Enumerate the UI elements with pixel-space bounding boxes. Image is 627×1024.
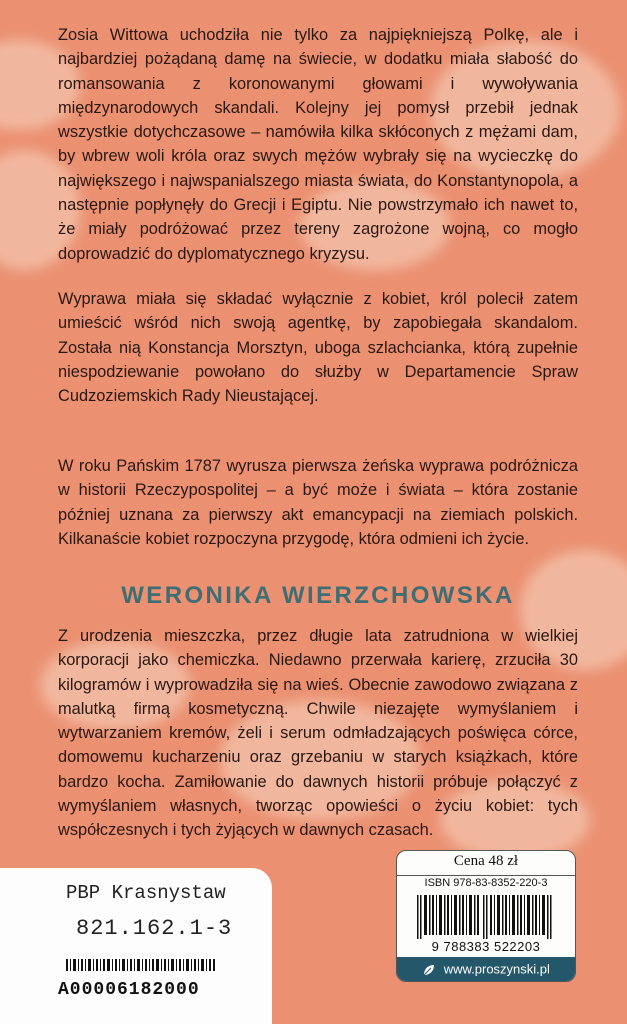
library-name: PBP Krasnystaw [66, 882, 226, 904]
isbn-barcode [417, 895, 555, 939]
author-name: WERONIKA WIERZCHOWSKA [121, 582, 515, 609]
price-label: Cena 48 zł [453, 853, 519, 869]
library-barcode [66, 959, 216, 971]
blurb-paragraph-2: Wyprawa miała się składać wyłącznie z kobiet, król polecił zatem umieścić wśród nich swoją agentkę, by zapobiegała skandalom. Została nią Konstancja Morsztyn, uboga szlachcianka, którą zupełnie niespodziewanie powołano do służby w Departamencie Spraw Cudzoziemskich Rady Nieustającej. [58, 290, 578, 406]
leaf-icon [422, 963, 436, 977]
library-sticker [0, 868, 272, 1024]
price-divider [397, 875, 575, 876]
library-classification: 821.162.1-3 [76, 916, 233, 941]
publisher-url[interactable]: www.proszynski.pl [443, 961, 550, 977]
blurb-paragraph-1: Zosia Wittowa uchodziła nie tylko za najpiękniejszą Polkę, ale i najbardziej pożądaną damę na świecie, w dodatku miała słabość do romansowania z koronowanymi głowami i wywoływania międzynarodowych skandali. Kolejny jej pomysł przebił jednak wszystkie dotychczasowe – namówiła kilka skłóconych z mężami dam, by wbrew woli króla oraz swych mężów wybrały się na wycieczkę do największego i najwspanialszego miasta świata, do Konstantynopola, a następnie popłynęły do Grecji i Egiptu. Nie powstrzymało ich nawet to, że miały podróżować przez tereny zagrożone wojną, co mogło doprowadzić do dyplomatycznego kryzysu. [58, 26, 578, 263]
publisher-bar [397, 957, 575, 981]
author-bio: Z urodzenia mieszczka, przez długie lata zatrudniona w wielkiej korporacji jako chemiczka. Niedawno przerwała karierę, zrzuciła 30 kilogramów i wyprowadziła się na wieś. Obecnie zawodowo związana z malutką firmą kosmetyczną. Chwile niezajęte wymyślaniem i wytwarzaniem kremów, żeli i serum odmładzających poświęca córce, domowemu kucharzeniu oraz grzebaniu w starych książkach, które bardzo kocha. Zamiłowanie do dawnych historii próbuje połączyć z wymyślaniem własnych, tworząc opowieści o życiu kobiet: tych współczesnych i tych żyjących w dawnych czasach. [58, 627, 578, 840]
library-inventory-number: A00006182000 [58, 980, 200, 1000]
ean-number: 9 788383 522203 [431, 939, 541, 954]
blurb-paragraph-3: W roku Pańskim 1787 wyrusza pierwsza żeńska wyprawa podróżnicza w historii Rzeczypospolitej – a być może i świata – która zostanie później uznana za pierwszy akt emancypacji na ziemiach polskich. Kilkanaście kobiet rozpoczyna przygodę, która odmieni ich życie. [58, 457, 578, 548]
isbn-label: ISBN 978-83-8352-220-3 [424, 877, 548, 889]
price-box [396, 850, 576, 982]
